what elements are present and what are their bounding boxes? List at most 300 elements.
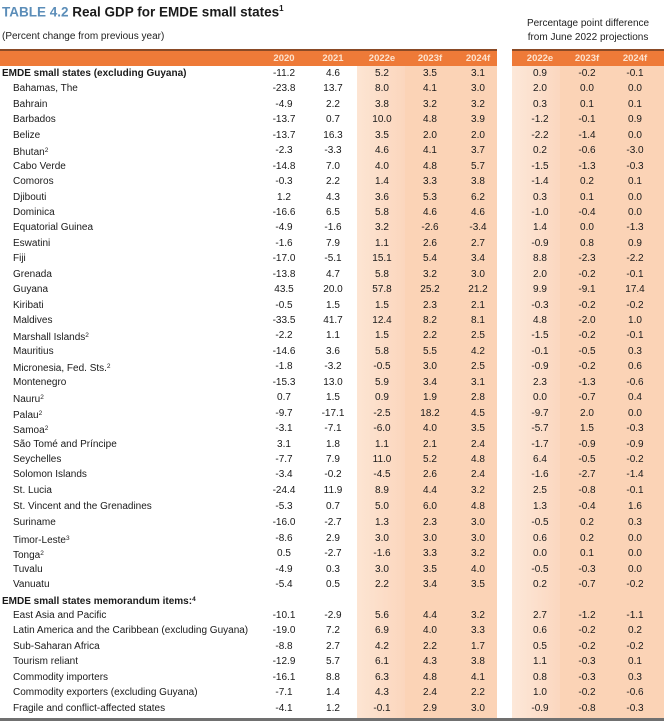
cell-2021: 13.0 <box>323 376 343 388</box>
diff-cell-2022e: 0.6 <box>533 625 547 637</box>
diff-cell-2024f: -0.1 <box>626 268 644 280</box>
cell-2023f: 2.2 <box>423 640 437 652</box>
cell-2021: 1.4 <box>326 687 340 699</box>
table-row <box>0 375 664 390</box>
table-row <box>0 251 664 266</box>
row-label-text: São Tomé and Príncipe <box>13 438 117 450</box>
cell-2020: -13.7 <box>272 114 296 126</box>
diff-cell-2023f: -2.7 <box>578 469 596 481</box>
cell-2023f: 2.2 <box>423 330 437 342</box>
cell-2020: -33.5 <box>272 315 296 326</box>
row-label-text: Samoa <box>13 425 45 437</box>
row-label-text: Comoros <box>13 176 54 188</box>
cell-2021: 8.8 <box>326 671 340 683</box>
cell-2021: 1.5 <box>326 299 340 311</box>
cell-2024f: 3.9 <box>471 114 485 126</box>
cell-2022e: 10.0 <box>372 114 392 126</box>
row-label-text: Mauritius <box>13 345 54 357</box>
row-label <box>13 159 66 174</box>
cell-2024f: 21.2 <box>468 284 488 296</box>
cell-2020: -16.6 <box>272 206 296 218</box>
row-label-text: Montenegro <box>13 376 67 388</box>
cell-2023f: 4.1 <box>423 145 437 157</box>
row-label <box>13 251 26 266</box>
cell-2024f: 3.1 <box>471 68 485 79</box>
title-footnote: 1 <box>279 4 284 13</box>
table-row <box>0 685 664 700</box>
cell-2023f: 3.2 <box>423 98 437 110</box>
row-label-text: Timor-Leste <box>13 534 66 546</box>
cell-2023f: 3.0 <box>423 361 437 373</box>
table-row <box>0 483 664 498</box>
diff-cell-2024f: -0.6 <box>626 687 644 699</box>
row-label <box>13 298 44 313</box>
cell-2021: 1.1 <box>326 330 340 342</box>
table-row <box>0 421 664 436</box>
row-label-text: Fiji <box>13 253 26 265</box>
cell-2020: -17.0 <box>272 253 296 265</box>
cell-2024f: 4.0 <box>471 563 485 575</box>
table-number: TABLE 4.2 <box>2 4 69 20</box>
diff-cell-2023f: 2.0 <box>580 407 594 419</box>
row-label-text: Djibouti <box>13 191 47 203</box>
cell-2021: 1.8 <box>326 438 340 450</box>
footnote-marker: 2 <box>44 425 49 433</box>
diff-cell-2023f: 0.2 <box>580 176 594 188</box>
table-row <box>0 81 664 96</box>
diff-cell-2023f: -0.9 <box>578 438 596 450</box>
diff-cell-2022e: 1.4 <box>533 222 547 234</box>
cell-2021: 2.2 <box>326 176 340 188</box>
footnote-marker: 2 <box>40 394 44 402</box>
cell-2021: 4.7 <box>326 268 340 280</box>
row-label-text: EMDE small states (excluding Guyana) <box>2 68 187 79</box>
table-row <box>0 562 664 577</box>
diff-cell-2024f: -0.2 <box>626 579 644 590</box>
diff-cell-2024f: 0.0 <box>628 206 642 218</box>
diff-cell-2024f: 0.0 <box>628 532 642 544</box>
cell-2024f: 5.7 <box>471 160 485 172</box>
cell-2024f: 3.4 <box>471 253 485 265</box>
row-label <box>13 701 165 716</box>
cell-2023f: 3.4 <box>423 579 437 590</box>
cell-2022e: 12.4 <box>372 315 392 326</box>
row-label-text: Tuvalu <box>13 563 43 575</box>
row-label-text: Tonga <box>13 550 41 562</box>
cell-2022e: 1.1 <box>375 438 389 450</box>
cell-2021: 11.9 <box>323 484 343 496</box>
diff-cell-2022e: 1.1 <box>533 656 547 668</box>
cell-2020: -8.8 <box>275 640 293 652</box>
cell-2023f: 2.1 <box>423 438 437 450</box>
table-row <box>0 639 664 654</box>
cell-2021: -3.3 <box>324 145 342 157</box>
row-label-text: Grenada <box>13 268 52 280</box>
bottom-rule <box>0 718 664 721</box>
diff-cell-2024f: 1.6 <box>628 501 642 513</box>
cell-2021: 0.5 <box>326 579 340 590</box>
cell-2020: 3.1 <box>277 438 291 450</box>
row-label <box>2 66 187 81</box>
table-row <box>0 344 664 359</box>
cell-2021: 1.2 <box>326 702 340 714</box>
table-row <box>0 112 664 127</box>
diff-col-header-2023f: 2023f <box>574 53 600 64</box>
diff-cell-2022e: -1.5 <box>531 330 549 342</box>
row-label <box>13 654 78 669</box>
diff-cell-2024f: 0.0 <box>628 83 642 95</box>
diff-cell-2022e: -0.3 <box>531 299 549 311</box>
cell-2024f: 2.5 <box>471 330 485 342</box>
cell-2024f: 3.0 <box>471 702 485 714</box>
diff-cell-2022e: -9.7 <box>531 407 549 419</box>
diff-cell-2024f: 0.9 <box>628 114 642 126</box>
cell-2020: -8.6 <box>275 532 293 544</box>
diff-cell-2022e: 1.0 <box>533 687 547 699</box>
footnote-marker: 2 <box>38 409 43 417</box>
diff-cell-2022e: 0.9 <box>533 68 547 79</box>
col-header-2022e: 2022e <box>368 53 396 64</box>
cell-2024f: 3.2 <box>471 98 485 110</box>
cell-2021: -2.7 <box>324 548 342 560</box>
cell-2020: -7.7 <box>275 453 293 465</box>
footnote-marker: 2 <box>85 332 89 340</box>
diff-cell-2022e: 2.0 <box>533 83 547 95</box>
cell-2023f: 5.3 <box>423 191 437 203</box>
row-label <box>13 562 43 577</box>
diff-cell-2022e: -1.6 <box>531 469 549 481</box>
diff-cell-2022e: -1.0 <box>531 206 549 218</box>
table-row <box>0 313 664 328</box>
table-row <box>0 159 664 174</box>
table-row <box>0 452 664 467</box>
row-label <box>13 685 198 700</box>
cell-2024f: 6.2 <box>471 191 485 203</box>
cell-2022e: -0.1 <box>373 702 391 714</box>
row-label-text: Commodity exporters (excluding Guyana) <box>13 687 198 699</box>
diff-cell-2024f: 0.0 <box>628 407 642 419</box>
row-label <box>13 128 40 143</box>
row-label-text: Barbados <box>13 114 56 126</box>
cell-2023f: 2.3 <box>423 299 437 311</box>
cell-2020: -4.9 <box>275 222 293 234</box>
cell-2024f: 4.6 <box>471 206 485 218</box>
cell-2023f: 25.2 <box>420 284 440 296</box>
row-label <box>13 375 66 390</box>
cell-2022e: -0.5 <box>373 361 391 373</box>
diff-cell-2024f: -0.2 <box>626 299 644 311</box>
cell-2024f: 2.5 <box>471 361 485 373</box>
footnote-marker: 2 <box>44 147 49 155</box>
cell-2021: -17.1 <box>321 407 345 419</box>
cell-2020: -13.7 <box>272 129 296 141</box>
cell-2024f: 2.4 <box>471 438 485 450</box>
diff-cell-2024f: -1.3 <box>626 222 644 234</box>
footnote-marker: 2 <box>106 363 111 371</box>
diff-cell-2024f: -0.3 <box>626 702 644 714</box>
table-row <box>0 359 664 374</box>
table-row <box>0 608 664 623</box>
row-label <box>13 205 55 220</box>
diff-cell-2022e: 2.7 <box>533 609 547 621</box>
cell-2022e: 3.8 <box>375 98 389 110</box>
diff-cell-2024f: -0.3 <box>626 423 644 435</box>
cell-2021: 7.9 <box>326 237 340 249</box>
footnote-marker: 3 <box>65 534 70 542</box>
cell-2021: 4.3 <box>326 191 340 203</box>
row-label <box>13 174 54 189</box>
cell-2024f: 3.0 <box>471 532 485 544</box>
diff-cell-2022e: 0.8 <box>533 671 547 683</box>
table-row <box>0 298 664 313</box>
cell-2020: -1.8 <box>275 361 293 373</box>
cell-2020: -1.6 <box>275 237 293 249</box>
cell-2024f: 1.7 <box>471 640 485 652</box>
cell-2022e: -2.5 <box>373 407 391 419</box>
row-label-text: Bahamas, The <box>13 83 78 95</box>
diff-header <box>512 17 664 45</box>
row-label <box>13 190 46 205</box>
cell-2022e: -4.5 <box>373 469 391 481</box>
diff-cell-2022e: 6.4 <box>533 453 547 465</box>
cell-2020: -4.9 <box>275 563 293 575</box>
col-header-2024f: 2024f <box>465 53 491 64</box>
cell-2022e: 6.3 <box>375 671 389 683</box>
cell-2022e: 4.2 <box>375 640 389 652</box>
cell-2022e: 3.2 <box>375 222 389 234</box>
row-label-text: Tourism reliant <box>13 656 79 668</box>
cell-2020: -12.9 <box>272 656 296 668</box>
cell-2020: 43.5 <box>274 284 294 296</box>
row-label-text: Fragile and conflict-affected states <box>13 702 166 714</box>
cell-2022e: 3.0 <box>375 532 389 544</box>
cell-2020: -13.8 <box>272 268 296 280</box>
cell-2022e: 8.0 <box>375 83 389 95</box>
cell-2021: 0.7 <box>326 114 340 126</box>
diff-cell-2023f: -0.2 <box>578 299 596 311</box>
diff-cell-2023f: -0.8 <box>578 484 596 496</box>
diff-cell-2023f: -0.7 <box>578 392 596 404</box>
cell-2023f: 3.3 <box>423 176 437 188</box>
cell-2020: -4.9 <box>275 98 293 110</box>
table-row <box>0 174 664 189</box>
cell-2022e: 8.9 <box>375 484 389 496</box>
cell-2021: -0.2 <box>324 469 342 481</box>
row-label-text: St. Lucia <box>13 484 52 496</box>
row-label-text: EMDE small states memorandum items: <box>2 596 193 608</box>
diff-cell-2024f: 0.2 <box>628 625 642 637</box>
cell-2024f: 2.0 <box>471 129 485 141</box>
diff-cell-2022e: -0.9 <box>531 702 549 714</box>
table-row <box>0 190 664 205</box>
row-label-text: Equatorial Guinea <box>13 222 94 234</box>
cell-2023f: 18.2 <box>420 407 440 419</box>
table-row <box>0 577 664 592</box>
diff-header-line2: from June 2022 projections <box>527 32 649 43</box>
diff-cell-2023f: 0.2 <box>580 517 594 529</box>
diff-cell-2024f: 0.0 <box>628 191 642 203</box>
cell-2021: -5.1 <box>324 253 342 265</box>
cell-2023f: 3.3 <box>423 548 437 560</box>
cell-2020: -5.4 <box>275 579 293 590</box>
cell-2024f: 3.2 <box>471 484 485 496</box>
cell-2020: -5.3 <box>275 501 293 513</box>
diff-cell-2024f: -3.0 <box>626 145 644 157</box>
cell-2024f: 3.5 <box>471 423 485 435</box>
diff-header-line1: Percentage point difference <box>526 18 650 29</box>
cell-2023f: 4.8 <box>423 114 437 126</box>
cell-2023f: 3.2 <box>423 268 437 280</box>
cell-2023f: 4.3 <box>423 656 437 668</box>
cell-2021: 13.7 <box>323 83 343 95</box>
cell-2021: 1.5 <box>326 392 340 404</box>
row-label-text: Vanuatu <box>13 579 50 590</box>
diff-cell-2023f: -0.3 <box>578 563 596 575</box>
cell-2022e: 1.5 <box>375 330 389 342</box>
diff-cell-2022e: 0.5 <box>533 640 547 652</box>
cell-2022e: 6.1 <box>375 656 389 668</box>
diff-cell-2023f: -0.2 <box>578 68 596 79</box>
table-title <box>2 4 284 20</box>
cell-2022e: 5.9 <box>375 376 389 388</box>
cell-2022e: 1.4 <box>375 176 389 188</box>
cell-2021: 2.9 <box>326 532 340 544</box>
row-label-text: Micronesia, Fed. Sts. <box>13 363 107 375</box>
cell-2022e: 5.0 <box>375 501 389 513</box>
table-row <box>0 282 664 297</box>
cell-2023f: 2.6 <box>423 469 437 481</box>
cell-2022e: 5.8 <box>375 206 389 218</box>
row-label-text: Seychelles <box>13 453 62 465</box>
table-row <box>0 328 664 343</box>
cell-2022e: -1.6 <box>373 548 391 560</box>
cell-2023f: 5.2 <box>423 453 437 465</box>
diff-cell-2022e: 0.0 <box>533 392 547 404</box>
cell-2023f: 1.9 <box>423 392 437 404</box>
cell-2022e: 3.5 <box>375 129 389 141</box>
table-row <box>0 205 664 220</box>
table-row <box>0 267 664 282</box>
cell-2024f: 3.1 <box>471 376 485 388</box>
cell-2024f: 2.7 <box>471 237 485 249</box>
diff-cell-2023f: 0.2 <box>580 532 594 544</box>
cell-2022e: 3.6 <box>375 191 389 203</box>
cell-2024f: 2.8 <box>471 392 485 404</box>
cell-2023f: 4.0 <box>423 625 437 637</box>
cell-2020: -23.8 <box>272 83 296 95</box>
cell-2020: -9.7 <box>275 407 293 419</box>
row-label-text: Maldives <box>13 315 53 326</box>
table-row <box>0 128 664 143</box>
diff-cell-2022e: -0.9 <box>531 237 549 249</box>
cell-2020: -3.1 <box>275 423 293 435</box>
diff-cell-2024f: 0.0 <box>628 129 642 141</box>
row-label-text: Guyana <box>13 284 49 296</box>
diff-cell-2023f: -0.5 <box>578 453 596 465</box>
row-label-text: Belize <box>13 129 41 141</box>
row-label <box>13 81 78 96</box>
table-body <box>0 66 664 716</box>
cell-2023f: 4.4 <box>423 609 437 621</box>
diff-cell-2022e: -5.7 <box>531 423 549 435</box>
diff-cell-2023f: -0.2 <box>578 361 596 373</box>
row-label <box>13 639 100 654</box>
table-row <box>0 515 664 530</box>
cell-2024f: 8.1 <box>471 315 485 326</box>
diff-cell-2024f: -1.1 <box>626 609 644 621</box>
diff-cell-2024f: -0.1 <box>626 68 644 79</box>
diff-cell-2023f: -0.6 <box>578 145 596 157</box>
row-label <box>13 236 50 251</box>
diff-cell-2024f: -0.1 <box>626 484 644 496</box>
table-row <box>0 623 664 638</box>
cell-2023f: -2.6 <box>421 222 439 234</box>
cell-2023f: 4.0 <box>423 423 437 435</box>
diff-cell-2023f: 0.8 <box>580 237 594 249</box>
cell-2020: -16.0 <box>272 517 296 529</box>
cell-2020: -14.8 <box>272 160 296 172</box>
diff-cell-2024f: -0.1 <box>626 330 644 342</box>
row-label <box>13 344 54 359</box>
diff-cell-2024f: 0.3 <box>628 517 642 529</box>
cell-2022e: 5.6 <box>375 609 389 621</box>
cell-2024f: 4.2 <box>471 345 485 357</box>
diff-cell-2022e: 2.5 <box>533 484 547 496</box>
cell-2021: 2.7 <box>326 640 340 652</box>
diff-col-header-2024f: 2024f <box>622 53 648 64</box>
diff-cell-2022e: -0.5 <box>531 563 549 575</box>
table-row <box>0 701 664 716</box>
cell-2020: -10.1 <box>272 609 296 621</box>
diff-cell-2024f: 0.3 <box>628 671 642 683</box>
cell-2021: -2.9 <box>324 609 342 621</box>
cell-2020: -7.1 <box>275 687 293 699</box>
diff-cell-2023f: -1.3 <box>578 160 596 172</box>
diff-cell-2023f: 1.5 <box>580 423 594 435</box>
row-label <box>13 467 87 482</box>
diff-cell-2024f: 17.4 <box>625 284 645 296</box>
row-label <box>13 623 248 638</box>
row-label <box>13 437 117 452</box>
cell-2021: 4.6 <box>326 68 340 79</box>
diff-cell-2024f: 0.0 <box>628 548 642 560</box>
row-label-text: Sub-Saharan Africa <box>13 640 100 652</box>
row-label <box>13 515 56 530</box>
row-label-text: St. Vincent and the Grenadines <box>13 501 152 513</box>
cell-2021: 3.6 <box>326 345 340 357</box>
row-label <box>13 608 106 623</box>
cell-2024f: 4.8 <box>471 453 485 465</box>
diff-cell-2023f: -0.4 <box>578 206 596 218</box>
cell-2021: -3.2 <box>324 361 342 373</box>
cell-2023f: 2.6 <box>423 237 437 249</box>
row-label <box>13 452 61 467</box>
diff-cell-2022e: 8.8 <box>533 253 547 265</box>
table-row <box>0 390 664 405</box>
cell-2024f: 4.5 <box>471 407 485 419</box>
diff-cell-2023f: -1.2 <box>578 609 596 621</box>
cell-2021: 20.0 <box>323 284 343 296</box>
diff-cell-2024f: 1.0 <box>628 315 642 326</box>
row-label-text: Dominica <box>13 206 55 218</box>
cell-2022e: 5.8 <box>375 345 389 357</box>
table-row <box>0 406 664 421</box>
diff-cell-2023f: -1.3 <box>578 376 596 388</box>
row-label <box>13 670 108 685</box>
table-row <box>0 236 664 251</box>
table-row <box>0 546 664 561</box>
diff-cell-2022e: -0.9 <box>531 361 549 373</box>
